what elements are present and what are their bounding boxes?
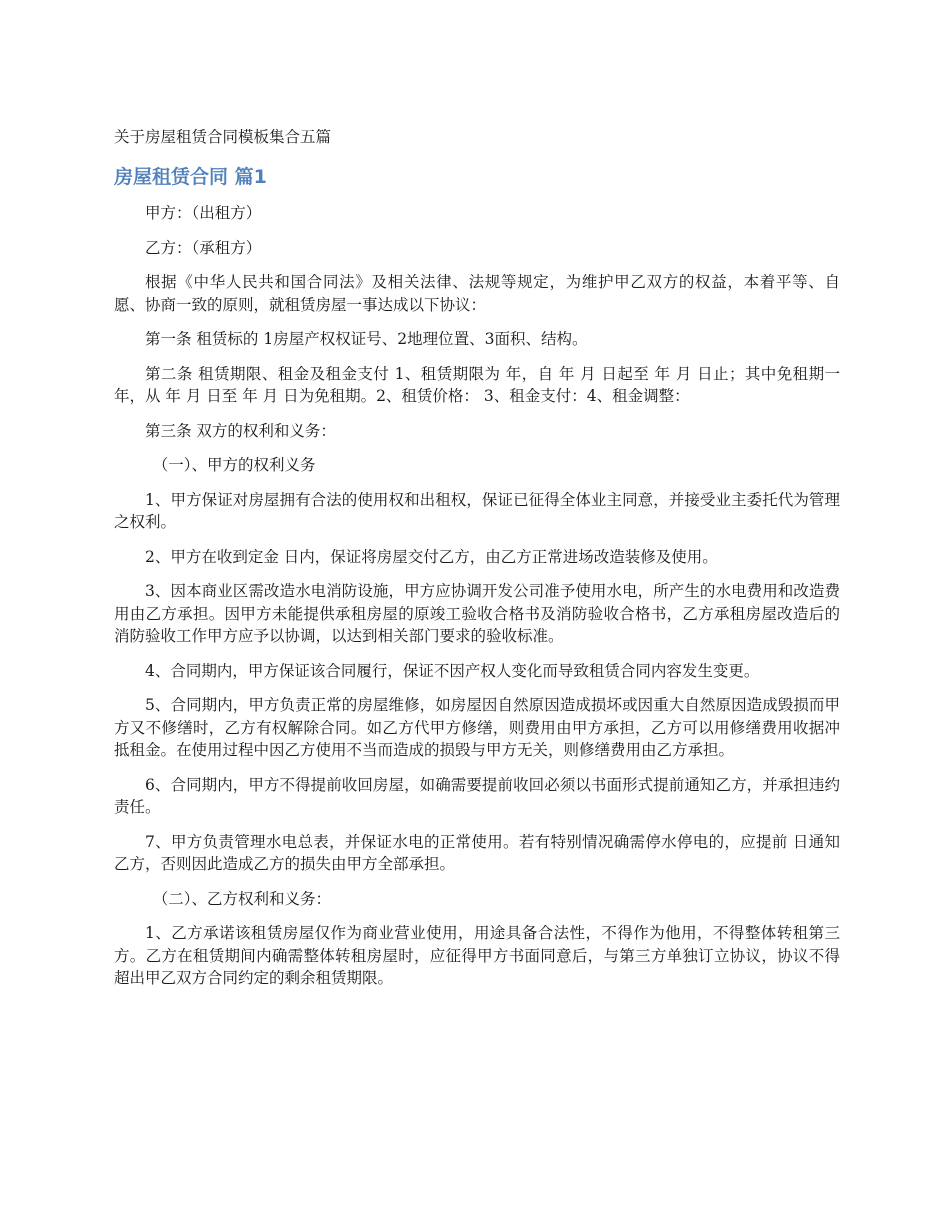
party-b-line: 乙方：（承租方）: [145, 238, 262, 257]
article-3-paragraph: 第三条 双方的权利和义务：: [145, 421, 336, 440]
section-heading: 房屋租赁合同 篇1: [114, 166, 267, 188]
document-title: 关于房屋租赁合同模板集合五篇: [114, 128, 332, 146]
clause-paragraph: 4、合同期内，甲方保证该合同履行，保证不因产权人变化而导致租赁合同内容发生变更。: [145, 661, 760, 680]
document-page: [114, 126, 840, 1002]
clause-paragraph: 2、甲方在收到定金 日内，保证将房屋交付乙方，由乙方正常进场改造装修及使用。: [145, 547, 718, 566]
party-a-line: 甲方：（出租方）: [145, 204, 262, 222]
clause-paragraph: 1、甲方保证对房屋拥有合法的使用权和出租权，保证已征得全体业主同意，并接受业主委托代为管理之权利。: [114, 490, 840, 531]
clause-paragraph: 6、合同期内，甲方不得提前收回房屋，如确需要提前收回必须以书面形式提前通知乙方，并承担违约责任。: [114, 775, 840, 816]
subsection-heading-party-a: （一）、甲方的权利义务: [152, 456, 316, 474]
clause-paragraph: 7、甲方负责管理水电总表，并保证水电的正常使用。若有特别情况确需停水停电的，应提前 日通知乙方，否则因此造成乙方的损失由甲方全部承担。: [114, 832, 840, 873]
clause-paragraph: 5、合同期内，甲方负责正常的房屋维修，如房屋因自然原因造成损坏或因重大自然原因造成毁损而甲方又不修缮时，乙方有权解除合同。如乙方代甲方修缮，则费用由甲方承担，乙方可以用修缮费用收据冲抵租金。在使用过程中因乙方使用不当而造成的损毁与甲方无关，则修缮费用由乙方承担。: [114, 696, 840, 759]
clause-paragraph: 1、乙方承诺该租赁房屋仅作为商业营业使用，用途具备合法性，不得作为他用，不得整体转租第三方。乙方在租赁期间内确需整体转租房屋时，应征得甲方书面同意后，与第三方单独订立协议，协议不得超出甲乙双方合同约定的剩余租赁期限。: [114, 924, 840, 987]
article-1-paragraph: 第一条 租赁标的 1房屋产权权证号、2地理位置、3面积、结构。: [145, 330, 588, 348]
preamble-paragraph: 根据《中华人民共和国合同法》及相关法律、法规等规定，为维护甲乙双方的权益，本着平等、自愿、协商一致的原则，就租赁房屋一事达成以下协议：: [114, 273, 840, 314]
clause-paragraph: 3、因本商业区需改造水电消防设施，甲方应协调开发公司准予使用水电，所产生的水电费用和改造费用由乙方承担。因甲方未能提供承租房屋的原竣工验收合格书及消防验收合格书，乙方承租房屋改造后的消防验收工作甲方应予以协调，以达到相关部门要求的验收标准。: [114, 582, 840, 645]
article-2-paragraph: 第二条 租赁期限、租金及租金支付 1、租赁期限为 年，自 年 月 日起至 年 月 日止；其中免租期一年，从 年 月 日至 年 月 日为免租期。2、租赁价格： 3、租金支付：4、租金调整：: [114, 364, 840, 405]
subsection-heading-party-b: （二）、乙方权利和义务：: [152, 889, 332, 908]
